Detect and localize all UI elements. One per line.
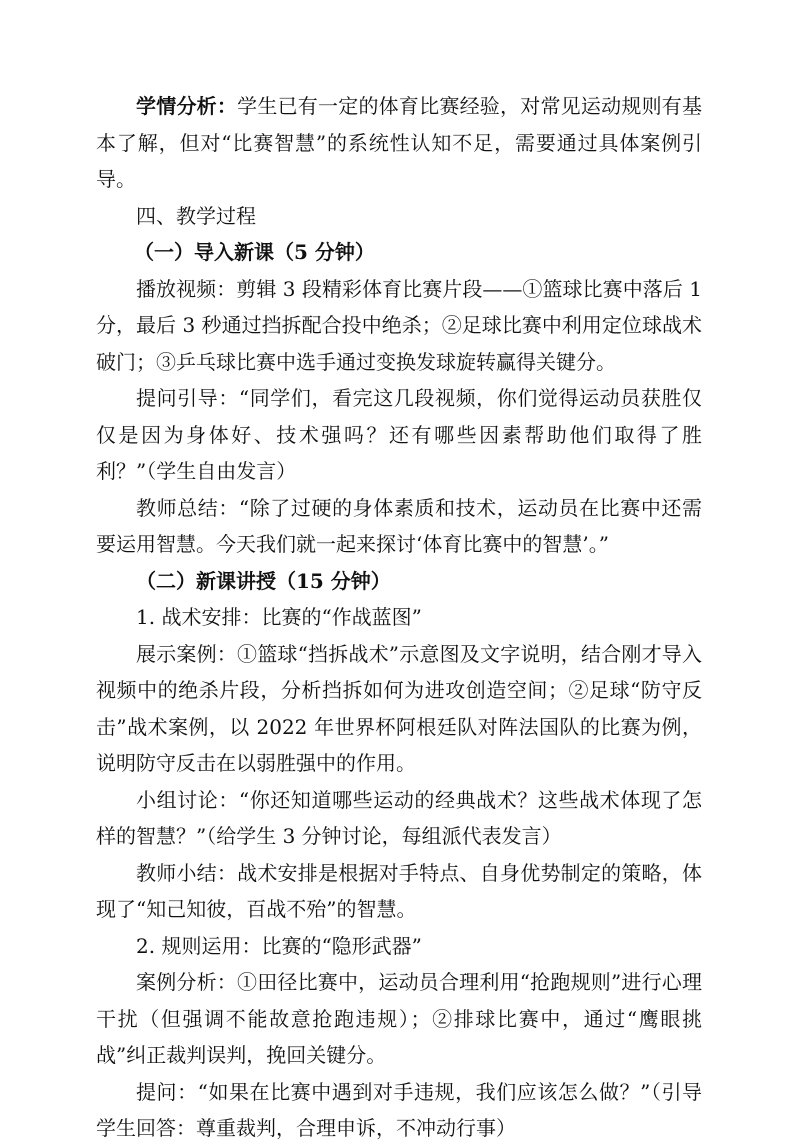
subheading-introduction: （一）导入新课（5 分钟）	[134, 240, 375, 264]
paragraph-guiding-question: 提问引导：“同学们，看完这几段视频，你们觉得运动员获胜仅仅是因为身体好、技术强吗？还有哪些因素帮助他们取得了胜利？”（学生自由发言）	[96, 386, 702, 483]
paragraph-question: 提问：“如果在比赛中遇到对手违规，我们应该怎么做？”（引导学生回答：尊重裁判，合理申诉，不冲动行事）	[96, 1079, 702, 1140]
section-heading-teaching-process: 四、教学过程	[136, 203, 256, 228]
paragraph-teacher-summary: 教师总结：“除了过硬的身体素质和技术，运动员在比赛中还需要运用智慧。今天我们就一起来探讨‘体育比赛中的智慧’。”	[96, 495, 702, 556]
learning-analysis-text: 学生已有一定的体育比赛经验，对常见运动规则有基本了解，但对“比赛智慧”的系统性认知不足，需要通过具体案例引导。	[96, 94, 703, 191]
item-heading-tactics: 1. 战术安排：比赛的“作战蓝图”	[136, 605, 422, 629]
learning-analysis-paragraph	[96, 88, 702, 198]
paragraph-teacher-conclusion: 教师小结：战术安排是根据对手特点、自身优势制定的策略，体现了“知己知彼，百战不殆”的智慧。	[96, 860, 702, 921]
paragraph-group-discussion: 小组讨论：“你还知道哪些运动的经典战术？这些战术体现了怎样的智慧？”（给学生 3 分钟讨论，每组派代表发言）	[96, 787, 702, 848]
learning-analysis-label: 学情分析：	[136, 94, 238, 118]
paragraph-play-video: 播放视频：剪辑 3 段精彩体育比赛片段——①篮球比赛中落后 1 分，最后 3 秒通过挡拆配合投中绝杀；②足球比赛中利用定位球战术破门；③乒乓球比赛中选手通过变换发球旋转赢得关键分。	[96, 276, 702, 374]
item-heading-rules: 2. 规则运用：比赛的“隐形武器”	[136, 933, 422, 958]
document-body	[96, 88, 702, 1147]
paragraph-case-analysis: 案例分析：①田径比赛中，运动员合理利用“抢跑规则”进行心理干扰（但强调不能故意抢跑违规）；②排球比赛中，通过“鹰眼挑战”纠正裁判误判，挽回关键分。	[96, 970, 702, 1067]
paragraph-show-cases: 展示案例：①篮球“挡拆战术”示意图及文字说明，结合刚才导入视频中的绝杀片段，分析挡拆如何为进攻创造空间；②足球“防守反击”战术案例，以 2022 年世界杯阿根廷队对阵法国队的比赛为例，说明防守反击在以弱胜强中的作用。	[96, 641, 702, 775]
subheading-new-lesson: （二）新课讲授（15 分钟）	[136, 568, 391, 593]
